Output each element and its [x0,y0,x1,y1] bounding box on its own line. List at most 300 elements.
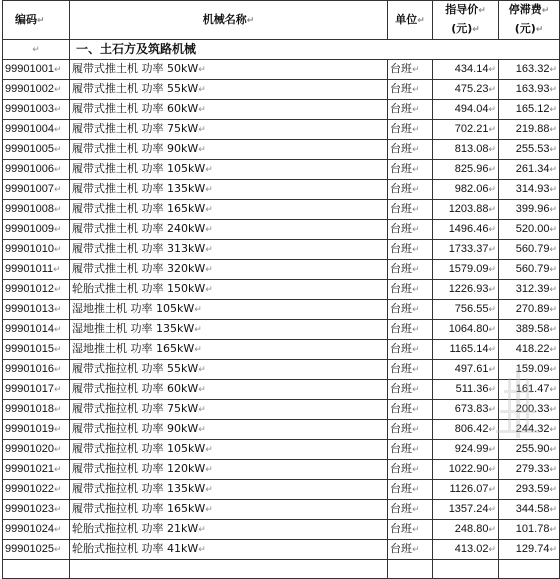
paragraph-mark: ↵ [412,225,420,235]
paragraph-mark: ↵ [549,384,557,394]
cell-name[interactable] [70,60,388,80]
cell-idle-text: 389.58 [515,323,550,335]
paragraph-mark: ↵ [53,344,62,354]
cell-unit[interactable] [388,260,433,280]
paragraph-mark: ↵ [549,284,557,294]
cell-unit[interactable] [388,360,433,380]
cell-idle[interactable] [499,100,560,120]
cell-unit[interactable] [388,520,433,540]
cell-name[interactable] [70,460,388,480]
paragraph-mark: ↵ [488,204,496,214]
paragraph-mark: ↵ [205,505,213,515]
cell-name[interactable] [70,120,388,140]
paragraph-mark: ↵ [53,524,62,534]
cell-empty [433,560,499,579]
paragraph-mark: ↵ [549,124,557,134]
table-row-partial [3,560,560,579]
cell-name[interactable] [70,500,388,520]
cell-unit[interactable] [388,300,433,320]
paragraph-mark: ↵ [488,524,496,534]
cell-unit-text: 台班 [390,102,412,115]
paragraph-mark: ↵ [198,125,206,135]
paragraph-mark: ↵ [549,104,557,114]
cell-price[interactable] [433,540,499,560]
cell-unit[interactable] [388,140,433,160]
cell-name-text: 轮胎式推土机 功率 150kW [72,282,206,295]
cell-code-text: 99901005 [5,143,54,155]
paragraph-mark: ↵ [488,244,496,254]
paragraph-mark: ↵ [53,324,62,334]
paragraph-mark: ↵ [205,225,213,235]
paragraph-mark: ↵ [412,145,420,155]
cell-price[interactable] [433,160,499,180]
cell-name-text: 履带式推土机 功率 105kW [72,162,206,175]
paragraph-mark: ↵ [549,304,557,314]
cell-code[interactable] [3,200,70,220]
cell-unit[interactable] [388,340,433,360]
paragraph-mark: ↵ [549,504,557,514]
cell-idle-text: 161.47 [515,383,550,395]
cell-price[interactable] [433,440,499,460]
paragraph-mark: ↵ [37,15,45,26]
cell-idle-text: 129.74 [515,543,550,555]
paragraph-mark: ↵ [53,184,62,194]
table-row [3,480,560,500]
cell-unit-text: 台班 [390,182,412,195]
cell-code-text: 99901020 [5,443,54,455]
cell-price-text: 494.04 [454,103,489,115]
paragraph-mark: ↵ [412,525,420,535]
cell-idle[interactable] [499,460,560,480]
paragraph-mark: ↵ [488,464,496,474]
paragraph-mark: ↵ [488,124,496,134]
cell-code[interactable] [3,280,70,300]
paragraph-mark: ↵ [412,125,420,135]
table-row [3,280,560,300]
cell-code[interactable] [3,500,70,520]
cell-price-text: 982.06 [454,183,489,195]
cell-code-text: 99901010 [5,243,54,255]
paragraph-mark: ↵ [412,545,420,555]
cell-name-text: 湿地推土机 功率 135kW [72,322,195,335]
cell-name-text: 履带式拖拉机 功率 90kW [72,422,199,435]
paragraph-mark: ↵ [412,245,420,255]
cell-idle[interactable] [499,240,560,260]
paragraph-mark: ↵ [488,324,496,334]
paragraph-mark: ↵ [194,325,202,335]
paragraph-mark: ↵ [412,465,420,475]
section-title[interactable] [70,40,560,60]
cell-idle[interactable] [499,180,560,200]
cell-price-text: 413.02 [454,543,489,555]
cell-code[interactable] [3,160,70,180]
cell-unit[interactable] [388,280,433,300]
cell-unit[interactable] [388,240,433,260]
paragraph-mark: ↵ [198,545,206,555]
cell-unit[interactable] [388,540,433,560]
cell-idle[interactable] [499,340,560,360]
cell-code[interactable] [3,140,70,160]
header-code[interactable] [3,1,70,40]
header-row [3,1,560,40]
cell-price[interactable] [433,200,499,220]
cell-code[interactable] [3,260,70,280]
paragraph-mark: ↵ [53,264,61,274]
cell-idle[interactable] [499,480,560,500]
paragraph-mark: ↵ [53,244,62,254]
cell-name[interactable] [70,140,388,160]
cell-code[interactable] [3,440,70,460]
table-row [3,460,560,480]
paragraph-mark: ↵ [549,184,557,194]
cell-idle[interactable] [499,80,560,100]
paragraph-mark: ↵ [549,344,557,354]
cell-price[interactable] [433,520,499,540]
paragraph-mark: ↵ [488,344,496,354]
paragraph-mark: ↵ [488,284,496,294]
cell-idle[interactable] [499,400,560,420]
cell-unit[interactable] [388,80,433,100]
cell-unit[interactable] [388,460,433,480]
cell-idle-text: 560.79 [515,263,550,275]
paragraph-mark: ↵ [488,264,496,274]
cell-code-text: 99901011 [5,263,54,275]
cell-unit-text: 台班 [390,222,412,235]
cell-code[interactable] [3,120,70,140]
table-row [3,200,560,220]
cell-code-text: 99901001 [5,63,54,75]
cell-idle-text: 293.59 [515,483,550,495]
cell-idle-text: 344.58 [515,503,550,515]
section-row [3,40,560,60]
cell-name[interactable] [70,340,388,360]
cell-name-text: 履带式拖拉机 功率 135kW [72,482,206,495]
cell-idle[interactable] [499,500,560,520]
cell-name[interactable] [70,100,388,120]
cell-idle-text: 219.88 [515,123,550,135]
cell-idle[interactable] [499,60,560,80]
cell-price[interactable] [433,140,499,160]
machinery-price-table [2,0,560,579]
cell-unit[interactable] [388,380,433,400]
table-row [3,80,560,100]
cell-name[interactable] [70,280,388,300]
cell-price[interactable] [433,360,499,380]
paragraph-mark: ↵ [205,245,213,255]
cell-price[interactable] [433,100,499,120]
header-price[interactable] [433,1,499,40]
cell-price[interactable] [433,300,499,320]
cell-unit[interactable] [388,400,433,420]
cell-name[interactable] [70,400,388,420]
cell-price[interactable] [433,60,499,80]
cell-price-text: 475.23 [454,83,489,95]
cell-idle[interactable] [499,300,560,320]
paragraph-mark: ↵ [412,445,420,455]
paragraph-mark: ↵ [412,385,420,395]
cell-price[interactable] [433,220,499,240]
cell-name[interactable] [70,260,388,280]
table-row [3,360,560,380]
cell-unit-text: 台班 [390,62,412,75]
paragraph-mark: ↵ [488,404,496,414]
cell-name[interactable] [70,240,388,260]
cell-code[interactable] [3,400,70,420]
paragraph-mark: ↵ [198,85,206,95]
paragraph-mark: ↵ [412,185,420,195]
cell-code-text: 99901024 [5,523,54,535]
cell-idle[interactable] [499,360,560,380]
cell-price[interactable] [433,420,499,440]
paragraph-mark: ↵ [412,405,420,415]
cell-name[interactable] [70,160,388,180]
cell-name[interactable] [70,80,388,100]
paragraph-mark: ↵ [478,6,486,16]
paragraph-mark: ↵ [412,325,420,335]
paragraph-mark: ↵ [412,65,420,75]
cell-unit[interactable] [388,100,433,120]
cell-unit-text: 台班 [390,262,412,275]
paragraph-mark: ↵ [488,384,496,394]
cell-name-text: 履带式拖拉机 功率 75kW [72,402,199,415]
cell-price[interactable] [433,460,499,480]
paragraph-mark: ↵ [417,15,425,26]
paragraph-mark: ↵ [53,224,62,234]
cell-name[interactable] [70,380,388,400]
cell-name-text: 湿地推土机 功率 165kW [72,342,195,355]
cell-name[interactable] [70,480,388,500]
paragraph-mark: ↵ [53,64,62,74]
cell-price[interactable] [433,280,499,300]
cell-unit-text: 台班 [390,302,412,315]
cell-unit[interactable] [388,160,433,180]
cell-code[interactable] [3,380,70,400]
cell-code[interactable] [3,240,70,260]
section-title-label: 一、土石方及筑路机械 [76,42,197,56]
cell-idle-text: 101.78 [515,523,550,535]
paragraph-mark: ↵ [412,425,420,435]
paragraph-mark: ↵ [198,525,206,535]
cell-price[interactable] [433,380,499,400]
paragraph-mark: ↵ [488,444,496,454]
section-code-cell[interactable] [3,40,70,60]
cell-idle-text: 399.96 [515,203,550,215]
cell-name[interactable] [70,420,388,440]
cell-name[interactable] [70,200,388,220]
cell-idle[interactable] [499,380,560,400]
paragraph-mark: ↵ [53,404,62,414]
cell-price[interactable] [433,80,499,100]
cell-name[interactable] [70,300,388,320]
cell-name[interactable] [70,220,388,240]
cell-idle-text: 279.33 [515,463,550,475]
cell-code-text: 99901022 [5,483,54,495]
paragraph-mark: ↵ [412,165,420,175]
cell-price[interactable] [433,180,499,200]
cell-code[interactable] [3,80,70,100]
cell-name-text: 履带式拖拉机 功率 55kW [72,362,199,375]
cell-code-text: 99901003 [5,103,54,115]
cell-name[interactable] [70,180,388,200]
cell-name[interactable] [70,540,388,560]
cell-price[interactable] [433,340,499,360]
cell-price-text: 1022.90 [448,463,489,475]
header-name[interactable] [70,1,388,40]
cell-code[interactable] [3,300,70,320]
cell-unit[interactable] [388,180,433,200]
cell-name-text: 履带式推土机 功率 60kW [72,102,199,115]
cell-unit-text: 台班 [390,402,412,415]
cell-unit[interactable] [388,500,433,520]
paragraph-mark: ↵ [205,185,213,195]
cell-idle[interactable] [499,220,560,240]
paragraph-mark: ↵ [53,164,62,174]
cell-idle-text: 261.34 [515,163,550,175]
cell-unit[interactable] [388,120,433,140]
cell-idle[interactable] [499,120,560,140]
cell-idle-text: 560.79 [515,243,550,255]
cell-price-text: 825.96 [454,163,489,175]
cell-unit[interactable] [388,220,433,240]
paragraph-mark: ↵ [488,64,496,74]
paragraph-mark: ↵ [205,265,213,275]
cell-code[interactable] [3,520,70,540]
cell-code[interactable] [3,180,70,200]
table-row [3,160,560,180]
cell-price[interactable] [433,500,499,520]
cell-idle[interactable] [499,520,560,540]
paragraph-mark: ↵ [549,404,557,414]
paragraph-mark: ↵ [198,65,206,75]
cell-idle-text: 200.33 [515,403,550,415]
cell-code[interactable] [3,460,70,480]
cell-name[interactable] [70,360,388,380]
cell-price[interactable] [433,400,499,420]
paragraph-mark: ↵ [53,144,62,154]
cell-code[interactable] [3,100,70,120]
cell-code-text: 99901006 [5,163,54,175]
table-row [3,220,560,240]
cell-name-text: 履带式拖拉机 功率 60kW [72,382,199,395]
paragraph-mark: ↵ [53,104,62,114]
header-idle[interactable] [499,1,560,40]
cell-code[interactable] [3,320,70,340]
cell-price[interactable] [433,260,499,280]
cell-unit[interactable] [388,60,433,80]
cell-code[interactable] [3,360,70,380]
cell-code[interactable] [3,220,70,240]
paragraph-mark: ↵ [549,204,557,214]
paragraph-mark: ↵ [53,464,62,474]
paragraph-mark: ↵ [53,504,62,514]
cell-name[interactable] [70,320,388,340]
paragraph-mark: ↵ [541,6,550,16]
cell-unit-text: 台班 [390,482,412,495]
cell-price[interactable] [433,480,499,500]
cell-price[interactable] [433,120,499,140]
cell-unit[interactable] [388,440,433,460]
table-row [3,520,560,540]
cell-idle[interactable] [499,540,560,560]
cell-idle[interactable] [499,260,560,280]
cell-name[interactable] [70,520,388,540]
paragraph-mark: ↵ [205,485,213,495]
cell-idle[interactable] [499,200,560,220]
cell-idle[interactable] [499,140,560,160]
table-row [3,300,560,320]
paragraph-mark: ↵ [549,484,557,494]
cell-unit-text: 台班 [390,322,412,335]
cell-unit-text: 台班 [390,422,412,435]
cell-price[interactable] [433,240,499,260]
cell-code[interactable] [3,60,70,80]
paragraph-mark: ↵ [549,164,557,174]
table-row [3,140,560,160]
paragraph-mark: ↵ [194,345,202,355]
cell-code[interactable] [3,340,70,360]
cell-unit-text: 台班 [390,382,412,395]
cell-price-text: 248.80 [454,523,489,535]
cell-unit-text: 台班 [390,362,412,375]
cell-name-text: 履带式拖拉机 功率 120kW [72,462,206,475]
cell-price-text: 1064.80 [448,323,489,335]
cell-code[interactable] [3,540,70,560]
cell-idle-text: 312.39 [515,283,550,295]
cell-code[interactable] [3,420,70,440]
cell-idle-text: 270.89 [515,303,550,315]
paragraph-mark: ↵ [198,405,206,415]
cell-idle[interactable] [499,160,560,180]
paragraph-mark: ↵ [53,364,62,374]
cell-price-text: 756.55 [454,303,489,315]
paragraph-mark: ↵ [198,385,206,395]
cell-unit[interactable] [388,200,433,220]
table-row [3,540,560,560]
cell-unit-text: 台班 [390,202,412,215]
cell-price-text: 806.42 [454,423,489,435]
paragraph-mark: ↵ [549,544,557,554]
paragraph-mark: ↵ [549,84,557,94]
cell-price-text: 1496.46 [448,223,489,235]
cell-unit-text: 台班 [390,282,412,295]
paragraph-mark: ↵ [549,64,557,74]
table-row [3,500,560,520]
cell-code[interactable] [3,480,70,500]
cell-name-text: 履带式推土机 功率 135kW [72,182,206,195]
header-unit[interactable] [388,1,433,40]
cell-idle[interactable] [499,440,560,460]
cell-unit[interactable] [388,420,433,440]
cell-name-text: 履带式拖拉机 功率 105kW [72,442,206,455]
cell-unit[interactable] [388,480,433,500]
cell-idle[interactable] [499,280,560,300]
cell-name[interactable] [70,440,388,460]
cell-name-text: 轮胎式拖拉机 功率 21kW [72,522,199,535]
paragraph-mark: ↵ [488,84,496,94]
paragraph-mark: ↵ [53,284,62,294]
table-row [3,260,560,280]
cell-price-text: 924.99 [454,443,489,455]
cell-idle[interactable] [499,420,560,440]
cell-code-text: 99901009 [5,223,54,235]
paragraph-mark: ↵ [198,145,206,155]
cell-price[interactable] [433,320,499,340]
cell-unit[interactable] [388,320,433,340]
cell-unit-text: 台班 [390,522,412,535]
paragraph-mark: ↵ [194,305,202,315]
cell-idle[interactable] [499,320,560,340]
cell-unit-text: 台班 [390,542,412,555]
